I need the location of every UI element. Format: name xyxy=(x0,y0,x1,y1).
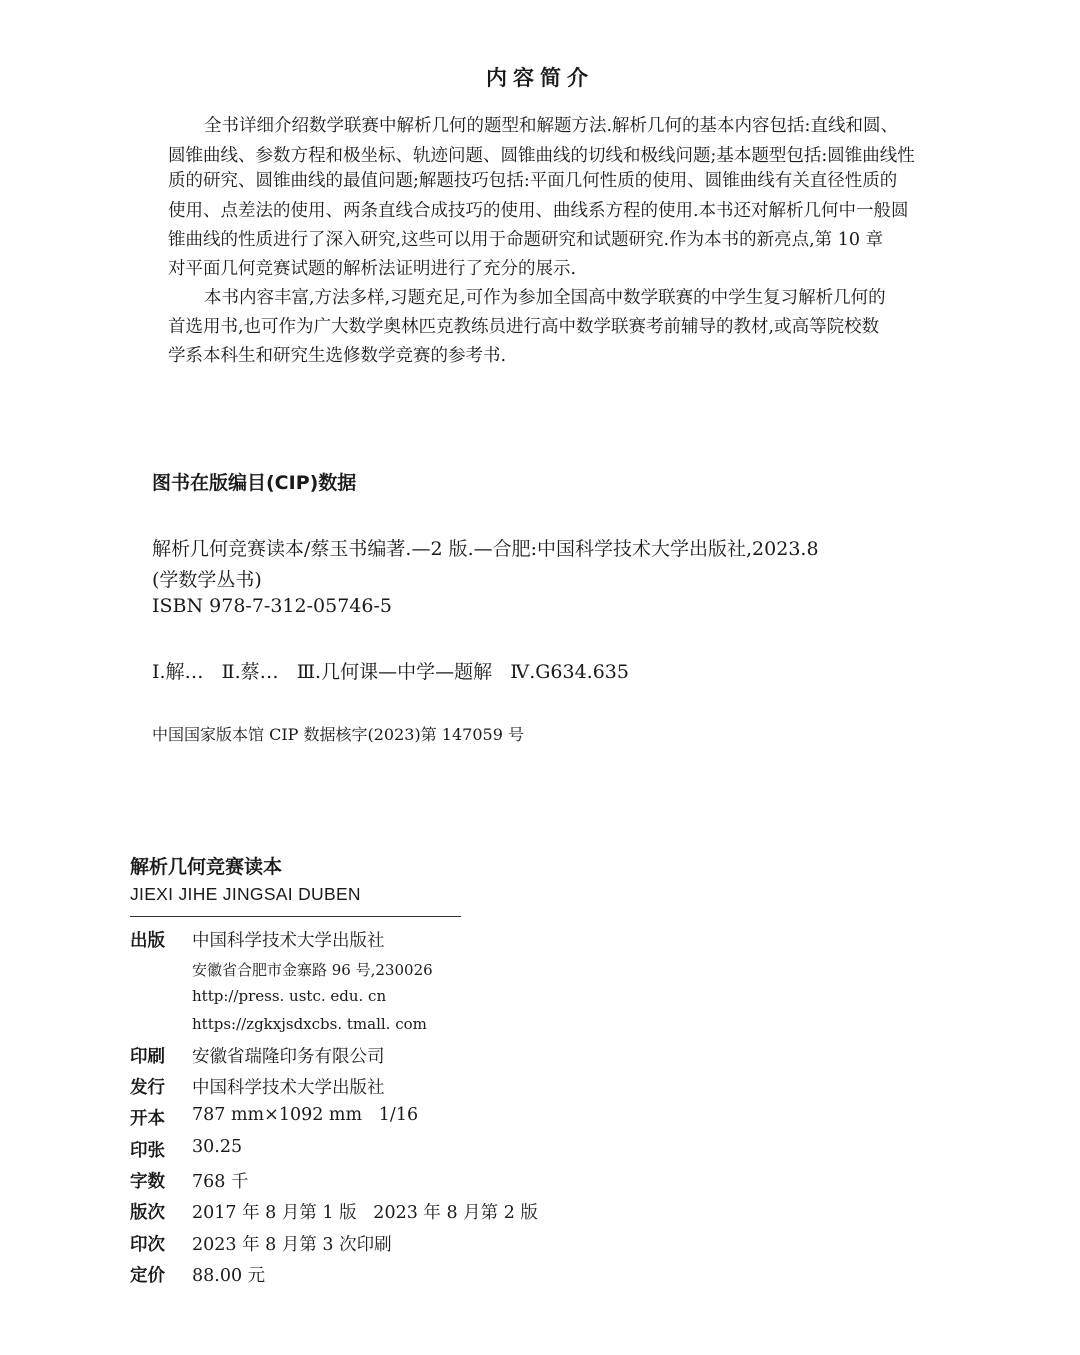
summary-paragraph-1-line: 全书详细介绍数学联赛中解析几何的题型和解题方法.解析几何的基本内容包括:直线和圆、 xyxy=(204,116,898,136)
price-label: 定价 xyxy=(130,1266,165,1286)
publisher-address: 安徽省合肥市金寨路 96 号,230026 xyxy=(192,961,433,979)
summary-paragraph-1-line: 圆锥曲线、参数方程和极坐标、轨迹问题、圆锥曲线的切线和极线问题;基本题型包括:圆锥曲线性 xyxy=(168,146,915,166)
distributor-value: 中国科学技术大学出版社 xyxy=(192,1078,385,1098)
word-count-value: 768 千 xyxy=(192,1172,249,1192)
divider xyxy=(130,916,461,917)
summary-paragraph-1-line: 对平面几何竞赛试题的解析法证明进行了充分的展示. xyxy=(168,259,577,279)
publisher-website: http://press. ustc. edu. cn xyxy=(192,987,387,1005)
cip-isbn: ISBN 978-7-312-05746-5 xyxy=(152,595,392,617)
publisher-value: 中国科学技术大学出版社 xyxy=(192,931,385,951)
price-value: 88.00 元 xyxy=(192,1266,266,1286)
book-pinyin-title: JIEXI JIHE JINGSAI DUBEN xyxy=(130,884,361,904)
summary-paragraph-1-line: 质的研究、圆锥曲线的最值问题;解题技巧包括:平面几何性质的使用、圆锥曲线有关直径性质的 xyxy=(168,171,898,191)
summary-paragraph-1-line: 锥曲线的性质进行了深入研究,这些可以用于命题研究和试题研究.作为本书的新亮点,第 10 章 xyxy=(168,230,884,250)
cip-classification: Ⅰ.解… Ⅱ.蔡… Ⅲ.几何课—中学—题解 Ⅳ.G634.635 xyxy=(152,661,629,683)
printing-label: 印次 xyxy=(130,1235,165,1255)
format-label: 开本 xyxy=(130,1109,165,1129)
printer-value: 安徽省瑞隆印务有限公司 xyxy=(192,1047,385,1067)
summary-paragraph-1-line: 使用、点差法的使用、两条直线合成技巧的使用、曲线系方程的使用.本书还对解析几何中一般圆 xyxy=(168,201,909,221)
summary-title: 内容简介 xyxy=(486,66,594,90)
printer-label: 印刷 xyxy=(130,1047,165,1067)
summary-paragraph-2-line: 本书内容丰富,方法多样,习题充足,可作为参加全国高中数学联赛的中学生复习解析几何的 xyxy=(204,288,886,308)
cip-verification: 中国国家版本馆 CIP 数据核字(2023)第 147059 号 xyxy=(152,725,524,744)
distributor-label: 发行 xyxy=(130,1078,165,1098)
format-value: 787 mm×1092 mm 1/16 xyxy=(192,1105,419,1125)
publisher-label: 出版 xyxy=(130,931,165,951)
word-count-label: 字数 xyxy=(130,1172,165,1192)
sheets-value: 30.25 xyxy=(192,1137,243,1157)
edition-value: 2017 年 8 月第 1 版 2023 年 8 月第 2 版 xyxy=(192,1203,538,1223)
cip-heading: 图书在版编目(CIP)数据 xyxy=(152,472,357,494)
edition-label: 版次 xyxy=(130,1203,165,1223)
book-title: 解析几何竞赛读本 xyxy=(130,856,283,878)
sheets-label: 印张 xyxy=(130,1141,165,1161)
publisher-store-link: https://zgkxjsdxcbs. tmall. com xyxy=(192,1015,427,1033)
cip-series: (学数学丛书) xyxy=(152,569,262,591)
summary-paragraph-2-line: 首选用书,也可作为广大数学奥林匹克教练员进行高中数学联赛考前辅导的教材,或高等院校数 xyxy=(168,317,880,337)
summary-paragraph-2-line: 学系本科生和研究生选修数学竞赛的参考书. xyxy=(168,346,507,366)
cip-record: 解析几何竞赛读本/蔡玉书编著.—2 版.—合肥:中国科学技术大学出版社,2023.8 xyxy=(152,538,819,560)
printing-value: 2023 年 8 月第 3 次印刷 xyxy=(192,1235,392,1255)
